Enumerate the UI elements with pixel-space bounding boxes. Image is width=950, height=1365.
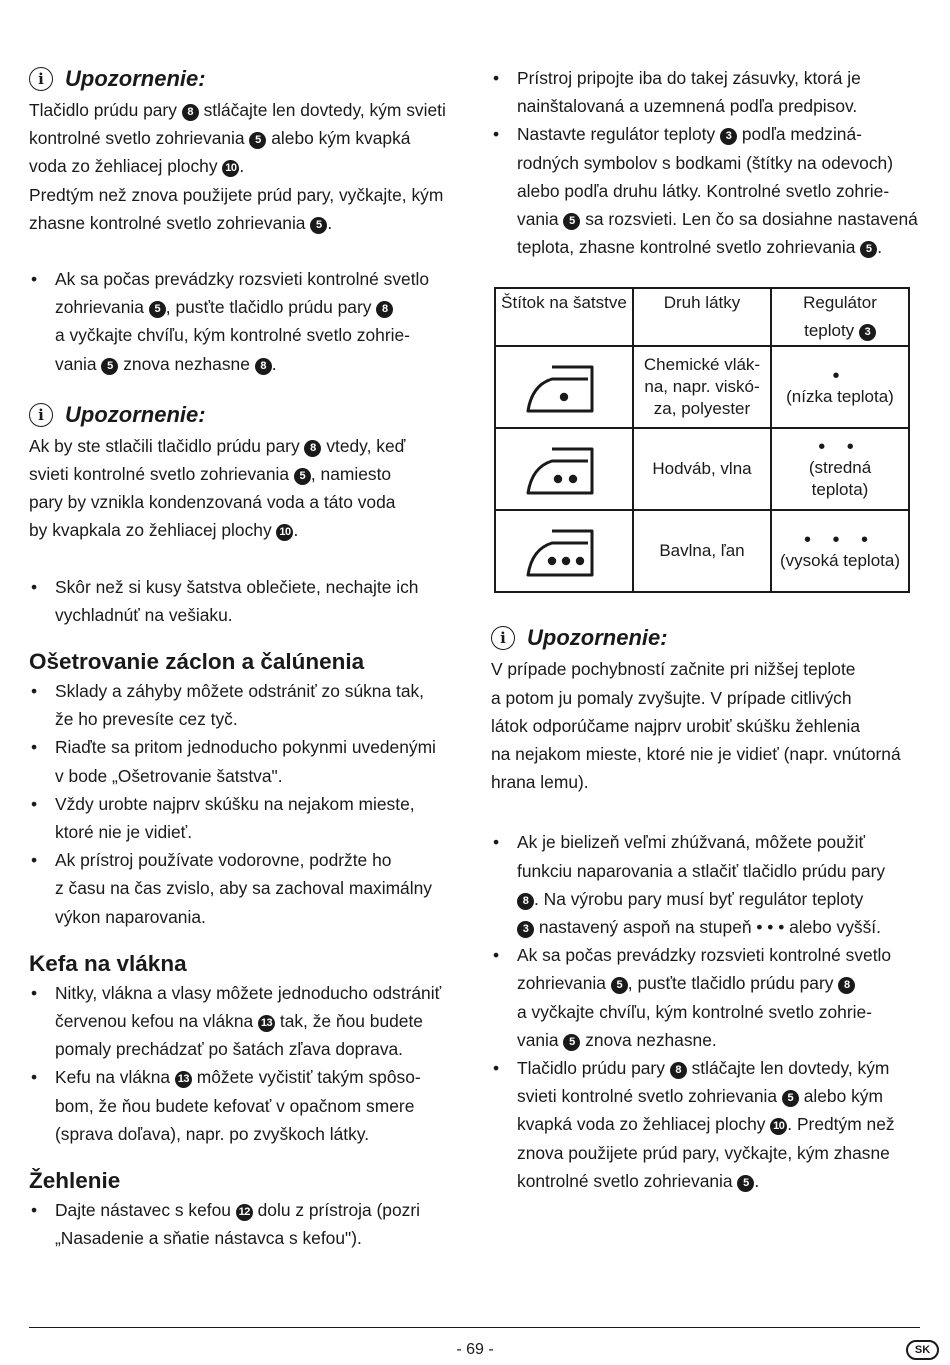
part-number-badge: 12	[236, 1204, 253, 1221]
temperature-dots: •	[832, 365, 848, 388]
text-line	[55, 1063, 461, 1091]
fabric-text: Hodváb, vlna	[652, 459, 752, 479]
temperature-cell	[771, 346, 909, 428]
note-3-body	[491, 655, 921, 796]
right-column	[491, 64, 921, 1195]
text-segment: .	[239, 156, 245, 177]
top-bullet-list	[491, 64, 921, 261]
text-segment: Ak je bielizeň veľmi zhúžvaná, môžete použiť	[517, 832, 865, 853]
care-symbol-cell	[495, 346, 633, 428]
text-line	[55, 573, 461, 601]
text-segment: .	[293, 520, 299, 541]
bullet-item	[29, 979, 461, 1064]
text-segment: pomaly prechádzať po šatách zľava doprava.	[55, 1039, 404, 1060]
part-number-badge: 8	[255, 358, 272, 375]
footer-divider	[29, 1327, 920, 1328]
text-line	[55, 733, 461, 761]
text-segment: Dajte nástavec s kefou	[55, 1200, 236, 1221]
text-segment: znova nezhasne.	[580, 1029, 717, 1050]
text-segment: a vyčkajte chvíľu, kým kontrolné svetlo zohrie-	[55, 325, 410, 346]
bullet-item	[491, 828, 921, 941]
text-line	[55, 677, 461, 705]
text-line	[517, 1026, 921, 1054]
text-line	[29, 432, 461, 460]
part-number-badge: 8	[376, 301, 393, 318]
text-segment: že ho prevesíte cez tyč.	[55, 709, 238, 730]
bullet-item	[491, 64, 921, 120]
text-line	[491, 740, 921, 768]
text-line	[517, 1082, 921, 1110]
table-header-row	[495, 288, 909, 346]
fabric-text: na, napr. viskó-	[644, 377, 760, 397]
text-segment: , namiesto	[310, 464, 392, 485]
header-regulator-line2: teploty	[804, 321, 859, 341]
section-heading-ironing: Žehlenie	[29, 1168, 121, 1194]
text-segment: Tlačidlo prúdu pary	[517, 1058, 670, 1079]
text-line	[517, 828, 921, 856]
text-line	[517, 1110, 921, 1138]
text-segment: stláčajte len dovtedy, kým	[686, 1058, 890, 1079]
part-number-badge: 5	[611, 977, 628, 994]
text-segment: pary by vznikla kondenzovaná voda a táto voda	[29, 492, 396, 513]
table-row	[495, 428, 909, 510]
curtains-list	[29, 677, 461, 931]
note-2	[29, 400, 461, 545]
text-segment: Riaďte sa pritom jednoducho pokynmi uvedenými	[55, 737, 436, 758]
text-line	[29, 96, 461, 124]
bullet-item	[29, 733, 461, 789]
iron-three-dots-icon	[522, 519, 606, 583]
text-line	[29, 209, 461, 237]
header-label: Štítok na šatstve	[495, 288, 633, 346]
text-segment: z času na čas zvislo, aby sa zachoval maximálny	[55, 878, 432, 899]
text-segment: svieti kontrolné svetlo zohrievania	[517, 1086, 782, 1107]
fabric-cell	[633, 428, 771, 510]
text-segment: ktoré nie je vidieť.	[55, 822, 193, 843]
text-segment: by kvapkala zo žehliacej plochy	[29, 520, 277, 541]
text-line	[491, 684, 921, 712]
text-segment: kontrolné svetlo zohrievania	[29, 128, 250, 149]
text-line	[517, 64, 921, 92]
iron-dot	[562, 557, 570, 565]
bullet-item	[29, 790, 461, 846]
text-segment: teplota, zhasne kontrolné svetlo zohrievania	[517, 237, 861, 258]
temperature-cell	[771, 510, 909, 592]
text-segment: tak, že ňou budete	[275, 1011, 423, 1032]
text-line	[55, 846, 461, 874]
note-2-body	[29, 432, 461, 545]
info-icon: i	[29, 67, 53, 91]
text-segment: môžete vyčistiť takým spôso-	[191, 1067, 421, 1088]
note-1-heading	[29, 64, 461, 94]
note-title: Upozornenie:	[65, 66, 206, 91]
text-segment: . Na výrobu pary musí byť regulátor teploty	[534, 888, 864, 909]
language-badge: SK	[906, 1340, 939, 1360]
iron-dot	[560, 393, 568, 401]
text-segment: dolu z prístroja (pozri	[252, 1200, 420, 1221]
info-icon: i	[29, 403, 53, 427]
text-segment: alebo podľa druhu látky. Kontrolné svetlo zohrie-	[517, 180, 890, 201]
text-line	[517, 1054, 921, 1082]
section-heading-curtains: Ošetrovanie záclon a čalúnenia	[29, 649, 365, 675]
text-segment: zhasne kontrolné svetlo zohrievania	[29, 212, 311, 233]
text-line	[29, 488, 461, 516]
bullet-list	[29, 265, 461, 378]
note-title: Upozornenie:	[527, 625, 668, 651]
text-segment: a vyčkajte chvíľu, kým kontrolné svetlo zohrie-	[517, 1001, 872, 1022]
text-line	[517, 885, 921, 913]
part-number-badge: 13	[175, 1071, 192, 1088]
text-line	[517, 92, 921, 120]
part-number-badge: 5	[310, 217, 327, 234]
text-segment: kvapká voda zo žehliacej plochy	[517, 1114, 771, 1135]
text-segment: Tlačidlo prúdu pary	[29, 100, 182, 120]
part-number-badge: 10	[276, 524, 293, 541]
text-segment: vtedy, keď	[321, 435, 406, 456]
text-segment: nainštalovaná a uzemnená podľa predpisov.	[517, 96, 858, 117]
text-segment: .	[327, 212, 333, 233]
text-line	[29, 516, 461, 544]
page-number: - 69 -	[456, 1341, 494, 1358]
part-number-badge: 8	[838, 977, 855, 994]
header-regulator-line1: Regulátor	[803, 293, 877, 313]
part-number-badge: 3	[720, 128, 737, 145]
text-line	[55, 762, 461, 790]
text-segment: Ak sa počas prevádzky rozsvieti kontrolné svetlo	[55, 269, 430, 290]
text-segment: Skôr než si kusy šatstva oblečiete, nechajte ich	[55, 576, 419, 597]
bullet-item	[29, 573, 461, 629]
text-segment: .	[271, 353, 277, 374]
table-row	[495, 510, 909, 592]
text-segment: bom, že ňou budete kefovať v opačnom smere	[55, 1095, 415, 1116]
text-segment: .	[877, 237, 883, 258]
care-label-table	[494, 287, 910, 593]
text-line	[491, 712, 921, 740]
text-segment: Nitky, vlákna a vlasy môžete jednoducho odstrániť	[55, 982, 442, 1003]
text-line	[517, 205, 921, 233]
bullet-item	[29, 265, 461, 378]
text-segment: .	[754, 1170, 760, 1191]
part-number-badge: 5	[101, 358, 118, 375]
bullet-item	[29, 846, 461, 931]
text-line	[491, 655, 921, 683]
brush-list	[29, 979, 461, 1148]
iron-dot	[554, 475, 562, 483]
part-number-badge: 5	[294, 468, 311, 485]
text-line	[55, 1120, 461, 1148]
text-segment: Vždy urobte najprv skúšku na nejakom mieste,	[55, 793, 415, 814]
iron-two-dots-icon	[522, 437, 606, 501]
part-number-badge: 5	[563, 213, 580, 230]
text-line	[517, 149, 921, 177]
text-segment: alebo kým	[798, 1086, 883, 1107]
text-line	[517, 941, 921, 969]
fabric-text: Chemické vlák-	[643, 355, 761, 375]
text-line	[29, 460, 461, 488]
note-3-heading	[491, 623, 921, 653]
text-segment: Predtým než znova použijete prúd pary, vyčkajte, kým	[29, 184, 444, 205]
text-segment: sa rozsvieti. Len čo sa dosiahne nastavená	[580, 209, 918, 230]
text-segment: znova nezhasne	[118, 353, 255, 374]
text-segment: nastavený aspoň na stupeň • • • alebo vyšší.	[534, 917, 881, 938]
part-number-badge: 10	[770, 1118, 787, 1135]
text-line	[517, 233, 921, 261]
part-number-badge: 8	[182, 104, 199, 121]
text-segment: . Predtým než	[787, 1114, 895, 1135]
text-line	[55, 903, 461, 931]
text-segment: Ak prístroj používate vodorovne, podržte ho	[55, 850, 392, 871]
text-segment: Sklady a záhyby môžete odstrániť zo súkna tak,	[55, 681, 425, 702]
text-segment: (sprava doľava), napr. po zvyškoch látky.	[55, 1123, 370, 1144]
part-number-badge: 5	[860, 241, 877, 258]
temperature-text: (nízka teplota)	[786, 387, 894, 407]
part-number-badge: 5	[149, 301, 166, 318]
text-line	[55, 1007, 461, 1035]
text-segment: Ak by ste stlačili tlačidlo prúdu pary	[29, 435, 305, 456]
text-line	[55, 874, 461, 902]
text-segment: vychladnúť na vešiaku.	[55, 604, 233, 625]
part-number-badge: 5	[249, 132, 266, 149]
iron-dot	[548, 557, 556, 565]
text-line	[55, 293, 461, 321]
text-segment: V prípade pochybností začnite pri nižšej teplote	[491, 659, 856, 680]
text-line	[55, 1035, 461, 1063]
text-line	[517, 1139, 921, 1167]
text-line	[29, 152, 461, 180]
text-segment: látok odporúčame najprv urobiť skúšku žehlenia	[491, 715, 861, 736]
text-segment: na nejakom mieste, ktoré nie je vidieť (napr. vnútorná	[491, 744, 901, 765]
text-segment: stláčajte len dovtedy, kým svieti	[198, 100, 446, 120]
fabric-cell	[633, 346, 771, 428]
text-segment: hrana lemu).	[491, 772, 589, 793]
temperature-text: (vysoká teplota)	[780, 551, 900, 571]
care-symbol-cell	[495, 510, 633, 592]
bullet-item	[491, 941, 921, 1054]
note-3	[491, 623, 921, 796]
text-line	[55, 350, 461, 378]
text-segment: Nastavte regulátor teploty	[517, 124, 720, 145]
bullet-item	[29, 1063, 461, 1148]
text-line	[517, 1167, 921, 1195]
text-segment: výkon naparovania.	[55, 906, 206, 927]
bottom-bullet-list	[491, 828, 921, 1195]
text-segment: rodných symbolov s bodkami (štítky na odevoch)	[517, 152, 893, 173]
part-number-badge: 8	[517, 893, 534, 910]
text-line	[55, 1224, 461, 1252]
text-segment: v bode „Ošetrovanie šatstva".	[55, 765, 283, 786]
part-number-badge: 8	[304, 440, 321, 457]
text-segment: podľa medziná-	[737, 124, 862, 145]
text-segment: zohrievania	[517, 973, 611, 994]
part-number-badge: 3	[517, 921, 534, 938]
text-line	[55, 818, 461, 846]
text-line	[55, 265, 461, 293]
text-segment: alebo kým kvapká	[266, 128, 411, 149]
text-line	[29, 181, 461, 209]
text-segment: Ak sa počas prevádzky rozsvieti kontrolné svetlo	[517, 945, 892, 966]
text-line	[55, 1196, 461, 1224]
bullet-item	[491, 120, 921, 261]
text-segment: znova použijete prúd pary, vyčkajte, kým zhasne	[517, 1142, 890, 1163]
temperature-text: teplota)	[811, 480, 869, 500]
part-number-badge: 5	[737, 1175, 754, 1192]
ironing-list	[29, 1196, 461, 1252]
text-line	[55, 1092, 461, 1120]
bullet-item	[491, 1054, 921, 1195]
text-line	[517, 913, 921, 941]
note-2-heading	[29, 400, 461, 430]
iron-dot	[569, 475, 577, 483]
temperature-dots: • • •	[803, 529, 877, 552]
part-number-badge: 5	[563, 1034, 580, 1051]
text-segment: vania	[517, 209, 564, 230]
text-line	[517, 969, 921, 997]
text-segment: voda zo žehliacej plochy	[29, 156, 223, 177]
text-line	[55, 790, 461, 818]
text-line	[491, 768, 921, 796]
text-line	[517, 857, 921, 885]
note-title: Upozornenie:	[65, 401, 206, 427]
info-icon: i	[491, 626, 515, 650]
text-segment: červenou kefou na vlákna	[55, 1011, 259, 1032]
regulator-number-badge: 3	[859, 324, 876, 341]
text-segment: Prístroj pripojte iba do takej zásuvky, ktorá je	[517, 68, 861, 88]
fabric-cell	[633, 510, 771, 592]
text-segment: Kefu na vlákna	[55, 1067, 175, 1088]
section-heading-brush: Kefa na vlákna	[29, 950, 187, 976]
text-segment: a potom ju pomaly zvyšujte. V prípade citlivých	[491, 687, 852, 708]
header-fabric: Druh látky	[633, 288, 771, 346]
table-body	[495, 346, 909, 592]
temperature-cell	[771, 428, 909, 510]
header-regulator	[771, 288, 909, 346]
bullet-item	[29, 1196, 461, 1252]
care-symbol-cell	[495, 428, 633, 510]
text-segment: zohrievania	[55, 297, 149, 318]
temperature-text: (stredná	[808, 458, 872, 478]
fabric-text: za, polyester	[653, 399, 751, 419]
part-number-badge: 5	[782, 1090, 799, 1107]
text-segment: vania	[517, 1029, 564, 1050]
fabric-text: Bavlna, ľan	[659, 541, 745, 561]
text-line	[55, 979, 461, 1007]
text-segment: svieti kontrolné svetlo zohrievania	[29, 464, 294, 485]
text-line	[29, 124, 461, 152]
iron-one-dot-icon	[522, 355, 606, 419]
text-line	[517, 120, 921, 148]
bullet-item	[29, 677, 461, 733]
text-segment: vania	[55, 353, 102, 374]
text-segment: „Nasadenie a sňatie nástavca s kefou").	[55, 1228, 362, 1249]
iron-dot	[576, 557, 584, 565]
note-1-body	[29, 96, 461, 237]
temperature-dots: • •	[818, 436, 862, 459]
note-1	[29, 64, 461, 237]
part-number-badge: 13	[258, 1015, 275, 1032]
text-line	[517, 177, 921, 205]
text-line	[55, 705, 461, 733]
part-number-badge: 10	[222, 160, 239, 177]
text-segment: kontrolné svetlo zohrievania	[517, 1170, 738, 1191]
text-segment: , pusťte tlačidlo prúdu pary	[627, 973, 839, 994]
text-line	[55, 601, 461, 629]
table-row	[495, 346, 909, 428]
text-line	[55, 321, 461, 349]
part-number-badge: 8	[670, 1062, 687, 1079]
text-segment: , pusťte tlačidlo prúdu pary	[165, 297, 377, 318]
bullet-list	[29, 573, 461, 629]
left-column	[29, 64, 461, 1253]
text-line	[517, 998, 921, 1026]
text-segment: funkciu naparovania a stlačiť tlačidlo prúdu pary	[517, 860, 886, 881]
